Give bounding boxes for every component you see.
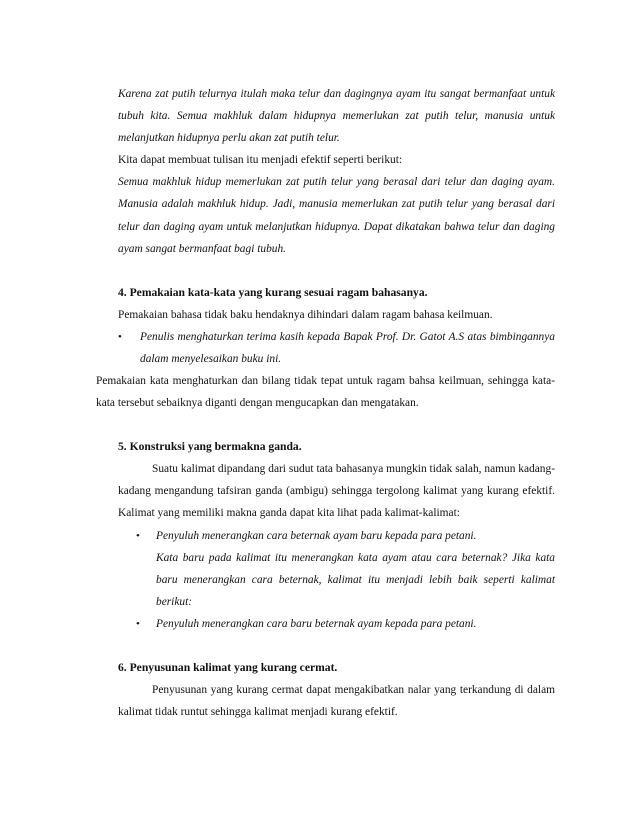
intro-italic-paragraph: Karena zat putih telurnya itulah maka telur dan dagingnya ayam itu sangat bermanfaat untuk tubuh kita. Semua makhluk dalam hidupnya memerlukan zat putih telur, manusia untuk melanjutkan hidupnya perlu akan zat putih telur. bbox=[118, 88, 555, 145]
section-5-paragraph: Suatu kalimat dipandang dari sudut tata bahasanya mungkin tidak salah, namun kadang-kadang mengandung tafsiran ganda (ambigu) sehingga tergolong kalimat yang kurang efektif. Kalimat yang memiliki makna ganda dapat kita lihat pada kalimat-kalimat: bbox=[118, 463, 555, 520]
section-5-bullet-item-2 bbox=[118, 613, 555, 635]
intro-example-paragraph: Semua makhluk hidup memerlukan zat putih telur yang berasal dari telur dan daging ayam. Manusia adalah makhluk hidup. Jadi, manusia memerlukan zat putih telur yang berasal dari telur dan daging ayam untuk melanjutkan hidupnya. Dapat dikatakan bahwa telur dan daging ayam sangat bermanfaat bagi tubuh. bbox=[118, 176, 555, 255]
document-page bbox=[96, 83, 555, 723]
section-4-bullet-text: Penulis menghaturkan terima kasih kepada Bapak Prof. Dr. Gatot A.S atas bimbingannya dalam menyelesaikan buku ini. bbox=[140, 330, 555, 365]
section-5-bullet-text-2: Penyuluh menerangkan cara baru beternak ayam kepada para petani. bbox=[156, 617, 477, 630]
bullet-icon: • bbox=[118, 330, 122, 343]
section-4-paragraph-2: Pemakaian kata menghaturkan dan bilang tidak tepat untuk ragam bahsa keilmuan, sehingga kata-kata tersebut sebaiknya diganti dengan mengucapkan dan mengatakan. bbox=[96, 375, 555, 410]
section-6-paragraph: Penyusunan yang kurang cermat dapat mengakibatkan nalar yang terkandung di dalam kalimat tidak runtut sehingga kalimat menjadi kurang efektif. bbox=[118, 683, 555, 719]
intro-lead-sentence: Kita dapat membuat tulisan itu menjadi efektif seperti berikut: bbox=[118, 154, 403, 167]
bullet-icon: • bbox=[136, 529, 140, 542]
section-4-paragraph: Pemakaian bahasa tidak baku hendaknya dihindari dalam ragam bahasa keilmuan. bbox=[118, 308, 493, 321]
bullet-icon: • bbox=[136, 617, 140, 630]
section-5-bullet-text-1: Penyuluh menerangkan cara beternak ayam baru kepada para petani. bbox=[156, 529, 477, 542]
section-5-heading: 5. Konstruksi yang bermakna ganda. bbox=[118, 440, 302, 454]
section-6-heading: 6. Penyusunan kalimat yang kurang cermat. bbox=[118, 660, 338, 674]
section-4-bullet-item bbox=[118, 326, 555, 370]
section-4-heading: 4. Pemakaian kata-kata yang kurang sesuai ragam bahasanya. bbox=[118, 285, 428, 299]
section-5-explanation: Kata baru pada kalimat itu menerangkan kata ayam atau cara beternak? Jika kata baru menerangkan cara beternak, kalimat itu menjadi lebih baik seperti kalimat berikut: bbox=[156, 551, 555, 608]
section-5-bullet-item-1 bbox=[118, 525, 555, 547]
